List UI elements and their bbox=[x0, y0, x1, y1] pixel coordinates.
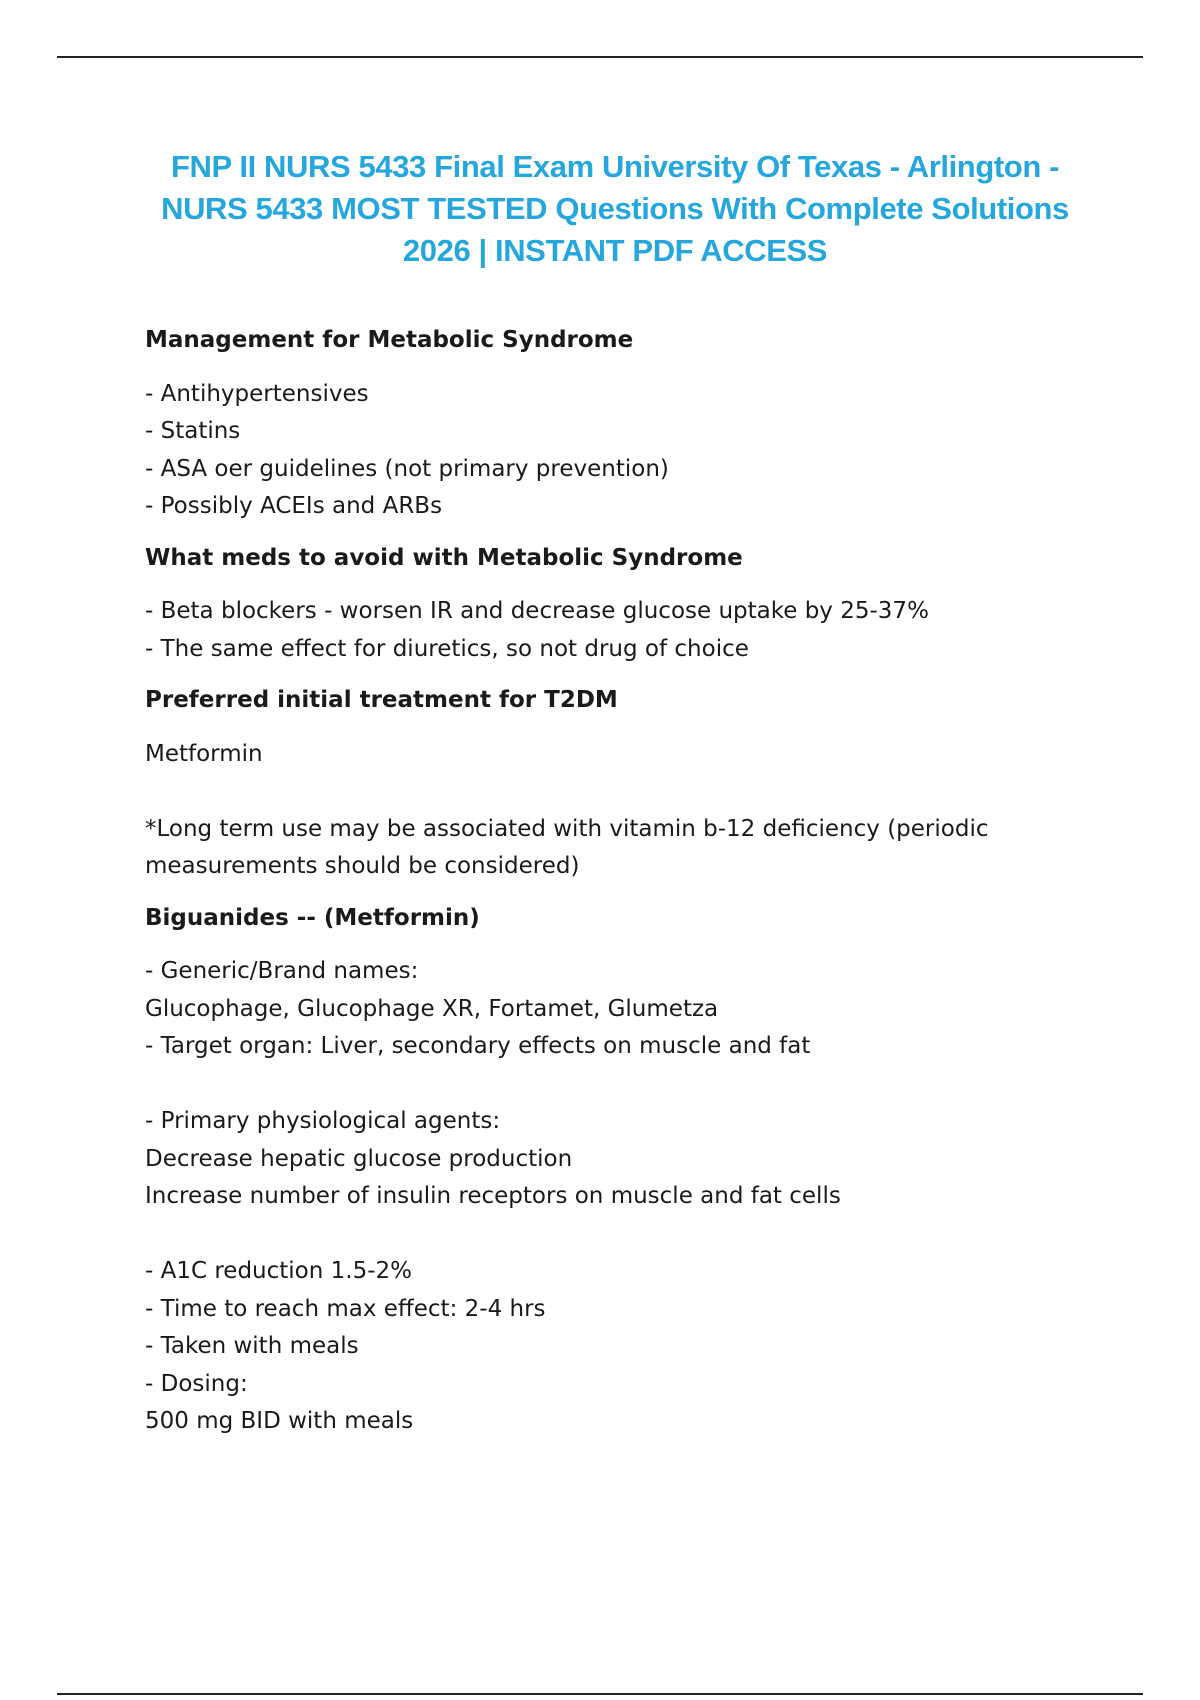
title-line: FNP II NURS 5433 Final Exam University Of Texas - Arlington - bbox=[170, 149, 1060, 184]
question-heading: What meds to avoid with Metabolic Syndrome bbox=[145, 544, 743, 571]
answer-line: - Possibly ACEIs and ARBs bbox=[145, 493, 443, 519]
title-line: NURS 5433 MOST TESTED Questions With Complete Solutions bbox=[161, 191, 1069, 226]
answer-line: - A1C reduction 1.5-2% bbox=[145, 1258, 413, 1284]
answer-line: - Taken with meals bbox=[145, 1333, 359, 1359]
document-body bbox=[145, 322, 1135, 1455]
answer-line: - ASA oer guidelines (not primary prevention) bbox=[145, 455, 669, 482]
answer-line: - Statins bbox=[145, 418, 241, 444]
answer-blank-line bbox=[145, 1066, 1135, 1104]
bottom-rule bbox=[57, 1693, 1143, 1695]
answer-blank-line bbox=[145, 1216, 1135, 1254]
answer-block bbox=[145, 376, 1135, 526]
answer-line: - Primary physiological agents: bbox=[145, 1108, 501, 1134]
question-heading: Biguanides -- (Metformin) bbox=[145, 904, 480, 931]
answer-line: - The same effect for diuretics, so not drug of choice bbox=[145, 635, 749, 662]
answer-block bbox=[145, 736, 1135, 886]
answer-line: - Time to reach max effect: 2-4 hrs bbox=[145, 1295, 546, 1322]
question-heading: Management for Metabolic Syndrome bbox=[145, 327, 634, 353]
answer-line: - Antihypertensives bbox=[145, 380, 369, 407]
answer-line: *Long term use may be associated with vitamin b-12 deficiency (periodic bbox=[145, 815, 989, 842]
answer-line: Glucophage, Glucophage XR, Fortamet, Glumetza bbox=[145, 995, 719, 1022]
answer-line: 500 mg BID with meals bbox=[145, 1408, 414, 1434]
top-rule bbox=[57, 56, 1143, 58]
answer-line: - Beta blockers - worsen IR and decrease glucose uptake by 25-37% bbox=[145, 598, 929, 624]
answer-line: - Target organ: Liver, secondary effects on muscle and fat bbox=[145, 1033, 811, 1059]
answer-line: - Dosing: bbox=[145, 1370, 248, 1397]
answer-line: - Generic/Brand names: bbox=[145, 958, 419, 984]
document-title bbox=[110, 146, 1120, 272]
answer-block bbox=[145, 593, 1135, 668]
answer-line: Metformin bbox=[145, 740, 263, 767]
answer-blank-line bbox=[145, 773, 1135, 811]
title-line: 2026 | INSTANT PDF ACCESS bbox=[402, 233, 828, 268]
answer-line: Increase number of insulin receptors on muscle and fat cells bbox=[145, 1183, 841, 1209]
question-heading: Preferred initial treatment for T2DM bbox=[145, 687, 618, 713]
answer-line: Decrease hepatic glucose production bbox=[145, 1145, 573, 1172]
answer-block bbox=[145, 953, 1135, 1441]
answer-line: measurements should be considered) bbox=[145, 853, 580, 879]
